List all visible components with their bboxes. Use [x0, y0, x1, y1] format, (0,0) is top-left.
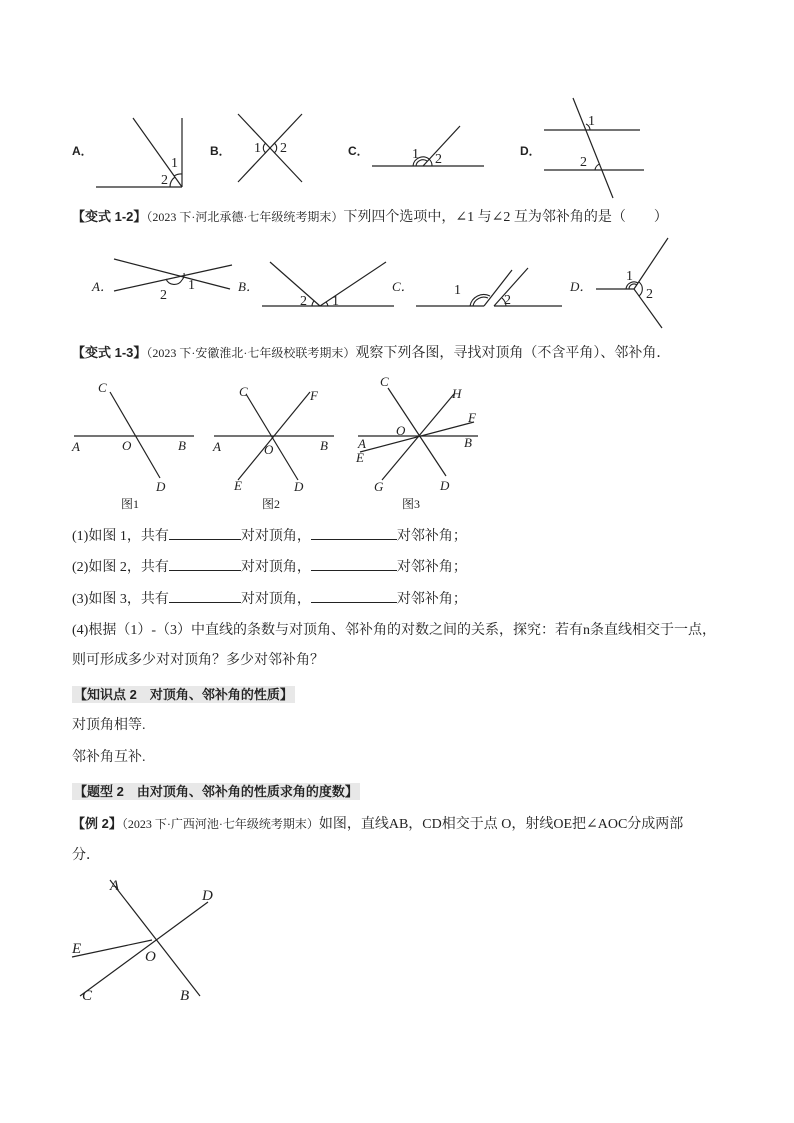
v13-q4-line1: (4)根据（1）-（3）中直线的条数与对顶角、邻补角的对数之间的关系，探究：若有n条直线相交于一点，	[72, 623, 716, 638]
row1-figure-a	[90, 110, 190, 190]
angle2-label: 2	[160, 288, 167, 303]
example2-line2: 分．	[72, 848, 100, 863]
variant13-line	[72, 343, 670, 364]
caption: 图2	[262, 497, 281, 511]
angle1-label: 1	[171, 156, 178, 171]
v12-option-c-label: C．	[392, 279, 414, 294]
line-AB	[110, 880, 200, 996]
q2-blank-2[interactable]	[311, 556, 397, 571]
knowledge2-heading	[72, 684, 295, 704]
v12-figure-c	[412, 256, 567, 311]
example2-source: （2023 下·广西河池·七年级统考期末）	[121, 817, 319, 831]
v12-figure-a	[110, 255, 235, 303]
row1-figure-b	[230, 110, 310, 185]
label-E: E	[234, 478, 242, 493]
label-C: C	[98, 380, 107, 395]
example2-tag: 【例 2】	[72, 816, 122, 831]
option-a-label: A．	[72, 144, 93, 158]
q1-prefix: (1)如图 1，共有	[72, 529, 169, 544]
label-A: A	[358, 436, 366, 451]
ray-right	[320, 262, 386, 306]
label-F: F	[468, 410, 476, 425]
knowledge2-line1: 对顶角相等.	[72, 718, 146, 733]
angle2-label: 2	[504, 293, 511, 308]
variant13-tag: 【变式 1-3】	[72, 345, 147, 360]
line-CD	[110, 392, 160, 478]
line-2	[114, 265, 232, 291]
label-D: D	[156, 479, 166, 494]
ray-up-right	[634, 238, 668, 289]
label-B: B	[178, 438, 186, 453]
variant12-question: 下列四个选项中，∠1 与∠2 互为邻补角的是（ ）	[343, 210, 668, 225]
label-G: G	[374, 479, 384, 494]
option-c-label: C．	[348, 144, 369, 158]
example2-line1	[72, 814, 683, 835]
example2-figure	[66, 872, 236, 1007]
label-F: F	[310, 388, 318, 403]
label-O: O	[396, 423, 406, 438]
angle1-label: 1	[588, 114, 595, 129]
angle1-label: 1	[254, 141, 261, 156]
angle1-label: 1	[332, 294, 339, 309]
label-O: O	[264, 442, 274, 457]
arc-angle1	[263, 143, 266, 153]
option-b-label: B．	[210, 144, 231, 158]
v13-q3	[72, 588, 467, 610]
knowledge2-title: 【知识点 2 对顶角、邻补角的性质】	[74, 687, 293, 702]
v12-figure-d	[592, 236, 672, 331]
label-A: A	[213, 439, 221, 454]
label-C: C	[380, 374, 389, 389]
label-B: B	[180, 988, 190, 1004]
arc-angle1	[326, 302, 328, 306]
v13-q1	[72, 525, 467, 547]
v13-figure-1	[70, 380, 200, 510]
variant12-tag: 【变式 1-2】	[72, 209, 147, 224]
arc-angle2	[639, 282, 642, 296]
variant12-line	[72, 207, 668, 228]
arc-angle2	[166, 279, 182, 284]
ray-left	[270, 262, 320, 306]
angle1-label: 1	[412, 147, 419, 162]
label-A: A	[72, 439, 80, 454]
row1-figure-d	[540, 96, 650, 201]
angle2-label: 2	[280, 141, 287, 156]
q2-prefix: (2)如图 2，共有	[72, 560, 169, 575]
label-A: A	[110, 878, 120, 894]
v12-option-b-label: B．	[238, 279, 259, 294]
example2-text: 如图，直线AB，CD相交于点 O，射线OE把∠AOC分成两部	[318, 817, 684, 832]
label-E: E	[72, 941, 82, 957]
label-C: C	[82, 988, 93, 1004]
line-EF	[360, 422, 474, 452]
q1-mid: 对对顶角，	[240, 529, 311, 544]
q1-blank-2[interactable]	[311, 525, 397, 540]
v13-figure-3	[350, 372, 490, 510]
label-C: C	[239, 384, 248, 399]
q3-blank-1[interactable]	[169, 588, 241, 603]
topic2-heading	[72, 781, 360, 801]
v13-q4-line2: 则可形成多少对对顶角？多少对邻补角？	[72, 653, 324, 668]
q2-blank-1[interactable]	[169, 556, 241, 571]
label-E: E	[356, 450, 364, 465]
v12-figure-b	[258, 258, 398, 310]
angle2-label: 2	[646, 287, 653, 302]
v12-option-d-label: D．	[570, 279, 593, 294]
variant13-question: 观察下列各图，寻找对顶角（不含平角）、邻补角．	[355, 346, 671, 361]
q1-suffix: 对邻补角；	[396, 529, 467, 544]
q3-mid: 对对顶角，	[240, 592, 311, 607]
arc-angle2	[170, 177, 175, 187]
angle2-label: 2	[580, 155, 587, 170]
label-D: D	[202, 888, 213, 904]
q2-mid: 对对顶角，	[240, 560, 311, 575]
v13-q2	[72, 556, 467, 578]
v13-figure-2	[210, 380, 340, 510]
q1-blank-1[interactable]	[169, 525, 241, 540]
arc-angle2	[312, 301, 314, 306]
row1-figure-c	[368, 118, 488, 173]
option-d-label: D．	[520, 144, 541, 158]
label-O: O	[122, 438, 132, 453]
caption: 图3	[402, 497, 421, 511]
topic2-title: 【题型 2 由对顶角、邻补角的性质求角的度数】	[74, 784, 358, 799]
angle2-label: 2	[435, 152, 442, 167]
q2-suffix: 对邻补角；	[396, 560, 467, 575]
knowledge2-line2: 邻补角互补.	[72, 750, 146, 765]
q3-suffix: 对邻补角；	[396, 592, 467, 607]
v12-option-a-label: A．	[92, 279, 113, 294]
label-B: B	[320, 438, 328, 453]
variant12-source: （2023 下·河北承德·七年级统考期末）	[146, 210, 344, 224]
label-D: D	[294, 479, 304, 494]
angle2-label: 2	[161, 173, 168, 188]
line-CD	[246, 394, 298, 480]
variant13-source: （2023 下·安徽淮北·七年级校联考期末）	[146, 346, 356, 360]
q3-prefix: (3)如图 3，共有	[72, 592, 169, 607]
label-B: B	[464, 435, 472, 450]
angle1-label: 1	[188, 278, 195, 293]
label-O: O	[145, 949, 156, 965]
angle1-label: 1	[626, 269, 633, 284]
angle1-label: 1	[454, 283, 461, 298]
arc-angle2	[274, 143, 277, 153]
ray-OE	[72, 940, 152, 957]
label-D: D	[440, 478, 450, 493]
transversal	[573, 98, 613, 198]
angle2-label: 2	[300, 294, 307, 309]
arc-angle1	[174, 174, 182, 176]
q3-blank-2[interactable]	[311, 588, 397, 603]
label-H: H	[452, 386, 462, 401]
caption: 图1	[121, 497, 140, 511]
arc-angle2	[429, 159, 432, 166]
